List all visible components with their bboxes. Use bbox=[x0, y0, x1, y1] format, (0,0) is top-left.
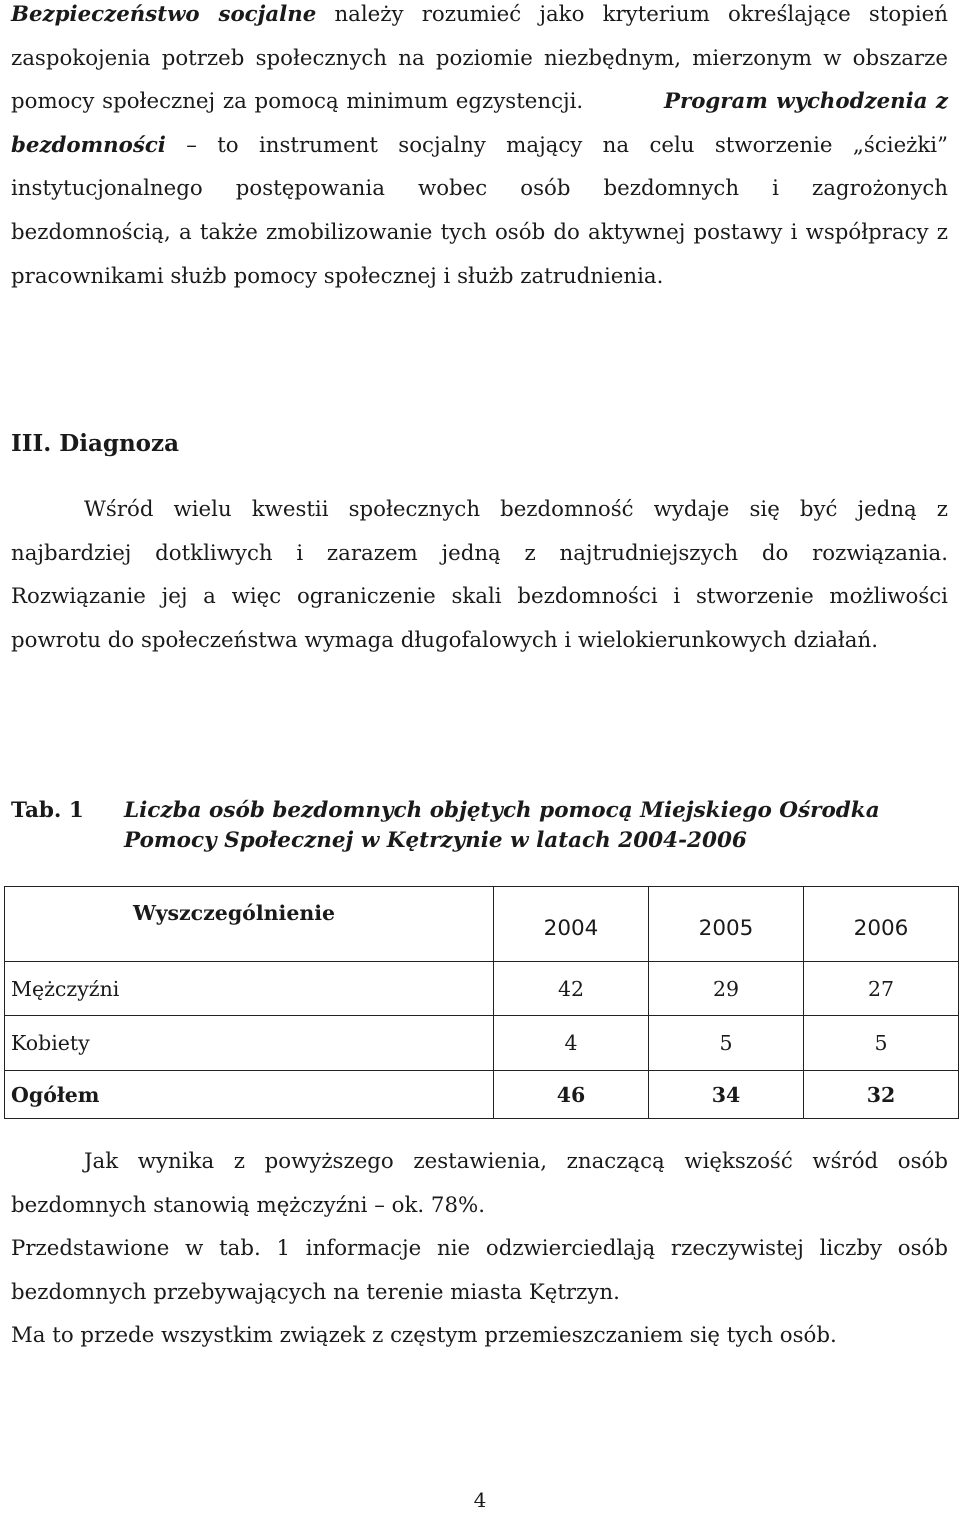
row-label-total: Ogółem bbox=[5, 1071, 494, 1119]
intro-text-2: – to instrument socjalny mający na celu stworzenie „ścieżki” instytucjonalnego postępowania wobec osób bezdomnych i zagrożonych bezdomnością, a także zmobilizowanie tych osób do aktywnej postawy i współpracy z pracownikami służb pomocy społecznej i służb zatrudnienia. bbox=[11, 132, 948, 289]
cell-value: 5 bbox=[804, 1016, 959, 1071]
table-row-total bbox=[5, 1071, 959, 1119]
table-row bbox=[5, 962, 959, 1016]
homeless-statistics-table bbox=[4, 886, 959, 1119]
note-paragraph bbox=[11, 1227, 948, 1314]
header-cell-label bbox=[5, 887, 494, 962]
header-year-2006: 2006 bbox=[804, 887, 959, 962]
row-label-women: Kobiety bbox=[5, 1016, 494, 1071]
header-year-2005: 2005 bbox=[649, 887, 804, 962]
cell-value: 29 bbox=[649, 962, 804, 1016]
term-social-security: Bezpieczeństwo socjalne bbox=[11, 2, 317, 27]
cell-value: 32 bbox=[804, 1071, 959, 1119]
cell-value: 34 bbox=[649, 1071, 804, 1119]
summary-paragraph bbox=[11, 1140, 948, 1227]
diagnosis-paragraph bbox=[11, 488, 948, 662]
table-row bbox=[5, 1016, 959, 1071]
reason-paragraph bbox=[11, 1314, 948, 1358]
intro-paragraph bbox=[11, 0, 948, 298]
row-label-men: Mężczyźni bbox=[5, 962, 494, 1016]
cell-value: 4 bbox=[494, 1016, 649, 1071]
diagnosis-text: Wśród wielu kwestii społecznych bezdomność wydaje się być jedną z najbardziej dotkliwych i zarazem jedną z najtrudniejszych do rozwiązania. Rozwiązanie jej a więc ograniczenie skali bezdomności i stworzenie możliwości powrotu do społeczeństwa wymaga długofalowych i wielokierunkowych działań. bbox=[11, 497, 948, 653]
table-header-row bbox=[5, 887, 959, 962]
table-label: Tab. 1 bbox=[11, 798, 84, 823]
intro-text-1: należy rozumieć jako kryterium określające stopień zaspokojenia potrzeb społecznych na poziomie niezbędnym, mierzonym w obszarze pomocy społecznej za pomocą minimum egzystencji. bbox=[11, 2, 949, 115]
cell-value: 42 bbox=[494, 962, 649, 1016]
cell-value: 27 bbox=[804, 962, 959, 1016]
header-year-2004: 2004 bbox=[494, 887, 649, 962]
note-text: Przedstawione w tab. 1 informacje nie odzwierciedlają rzeczywistej liczby osób bezdomnych przebywających na terenie miasta Kętrzyn. bbox=[11, 1236, 948, 1305]
summary-text: Jak wynika z powyższego zestawienia, znaczącą większość wśród osób bezdomnych stanowią mężczyźni – ok. 78%. bbox=[11, 1149, 948, 1218]
cell-value: 5 bbox=[649, 1016, 804, 1071]
table-title: Liczba osób bezdomnych objętych pomocą Miejskiego Ośrodka Pomocy Społecznej w Kętrzynie w latach 2004-2006 bbox=[124, 798, 880, 853]
cell-value: 46 bbox=[494, 1071, 649, 1119]
section-heading: III. Diagnoza bbox=[11, 430, 179, 457]
term-homelessness-program: Program wychodzenia z bezdomności bbox=[11, 89, 948, 158]
header-label: Wyszczególnienie bbox=[133, 901, 336, 925]
page-number: 4 bbox=[473, 1488, 487, 1512]
reason-text: Ma to przede wszystkim związek z częstym przemieszczaniem się tych osób. bbox=[11, 1323, 837, 1348]
